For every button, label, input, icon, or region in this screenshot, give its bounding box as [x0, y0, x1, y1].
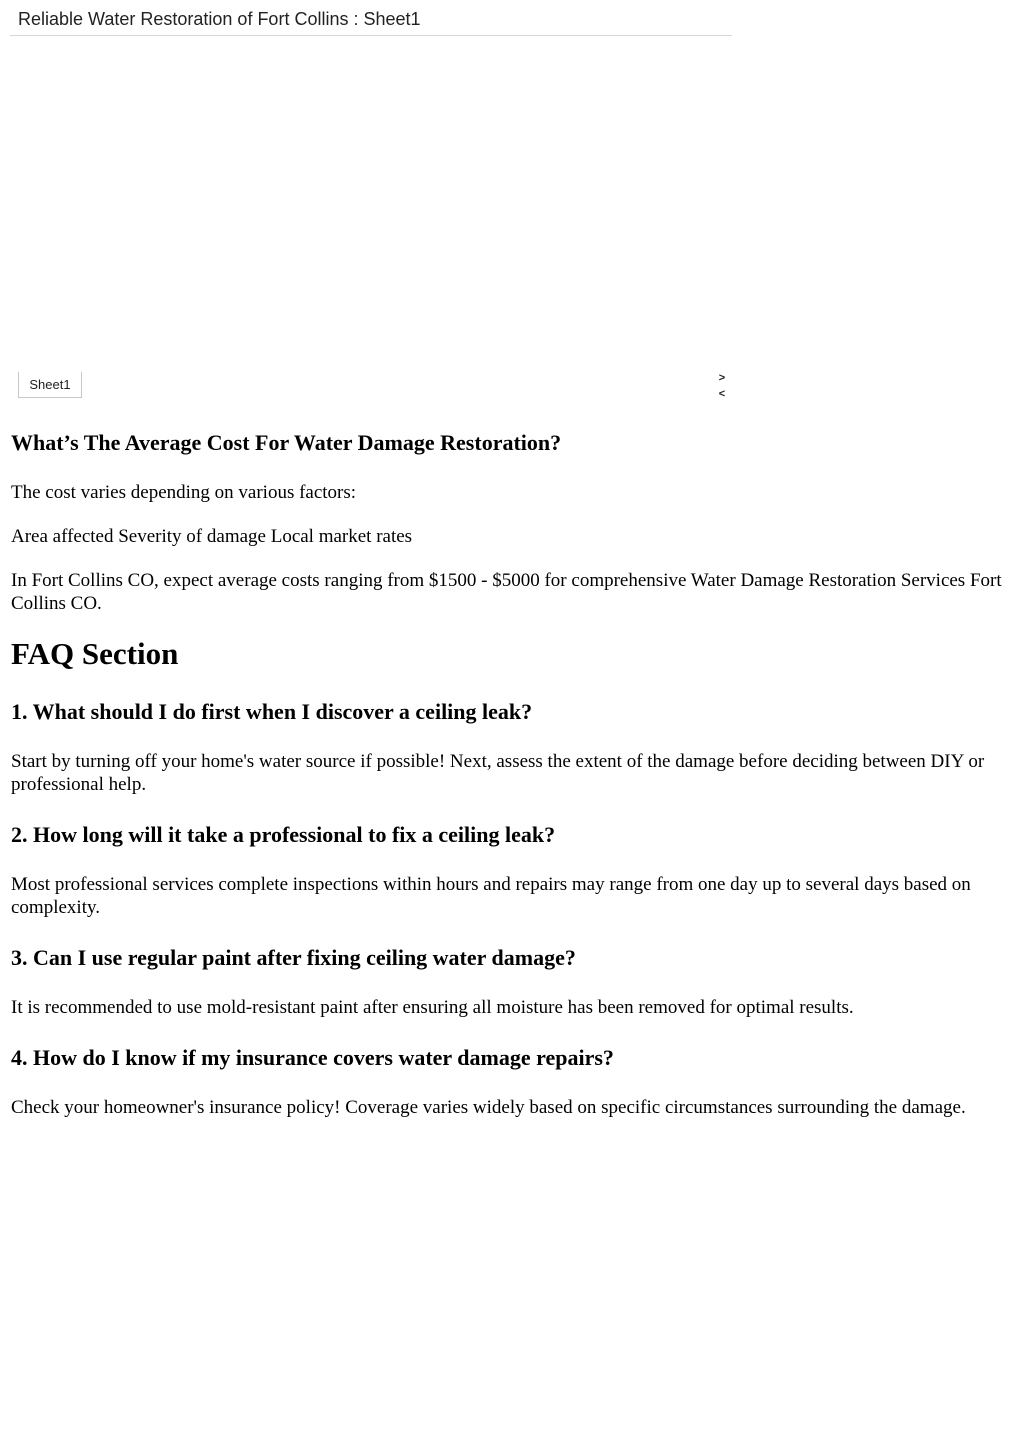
- sheet-nav-arrows: [716, 370, 728, 402]
- prev-sheet-arrow-icon[interactable]: <: [718, 388, 726, 400]
- spreadsheet-title: Reliable Water Restoration of Fort Collins : Sheet1: [10, 0, 732, 36]
- faq-question: 2. How long will it take a professional to fix a ceiling leak?: [11, 822, 556, 847]
- faq-question: 4. How do I know if my insurance covers water damage repairs?: [11, 1045, 614, 1070]
- embedded-spreadsheet: [10, 0, 732, 405]
- next-sheet-arrow-icon[interactable]: >: [718, 372, 726, 384]
- faq-question: 1. What should I do first when I discover a ceiling leak?: [11, 699, 533, 724]
- faq-answer: Check your homeowner's insurance policy! Coverage varies widely based on specific circumstances surrounding the damage.: [11, 1097, 966, 1118]
- cost-factors: Area affected Severity of damage Local market rates: [11, 526, 413, 547]
- faq-answer: Start by turning off your home's water source if possible! Next, assess the extent of the damage before deciding between DIY or professional help.: [11, 751, 985, 795]
- faq-answer: It is recommended to use mold-resistant paint after ensuring all moisture has been removed for optimal results.: [11, 997, 854, 1018]
- cost-heading: What’s The Average Cost For Water Damage Restoration?: [11, 430, 562, 455]
- sheet-tab[interactable]: Sheet1: [18, 372, 82, 398]
- cost-intro: The cost varies depending on various factors:: [11, 482, 357, 503]
- faq-answer: Most professional services complete inspections within hours and repairs may range from one day up to several days based on complexity.: [11, 874, 971, 918]
- article-content: [11, 429, 1011, 1144]
- faq-heading: FAQ Section: [11, 636, 179, 671]
- faq-question: 3. Can I use regular paint after fixing ceiling water damage?: [11, 945, 576, 970]
- cost-summary: In Fort Collins CO, expect average costs ranging from $1500 - $5000 for comprehensive Water Damage Restoration Services Fort Collins CO.: [11, 570, 1002, 614]
- faq-list: [11, 698, 1011, 1119]
